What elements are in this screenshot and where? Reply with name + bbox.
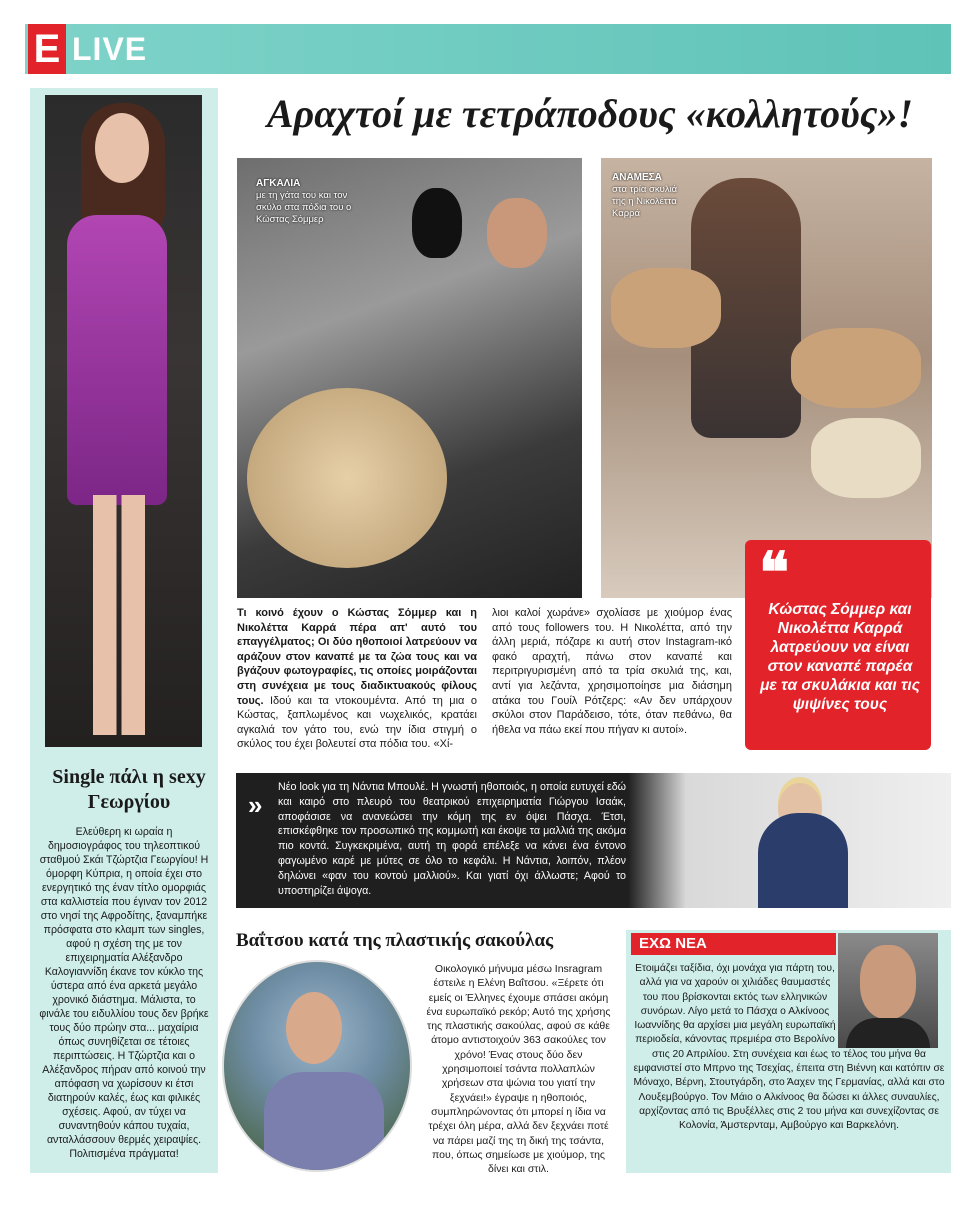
sommer-caption-text: με τη γάτα του και τον σκύλο στα πόδια του ο Κώστας Σόμμερ — [256, 190, 352, 225]
vaitsou-photo — [222, 960, 412, 1172]
magazine-logo: E — [28, 24, 66, 74]
exo-nea-text: Ετοιμάζει ταξίδια, όχι μονάχα για πάρτη του, αλλά για να χαρούν οι χιλιάδες θαυμαστές του που βρίσκονται εκτός των ελληνικών συνόρων. Λίγο μετά το Πάσχα ο Αλκίνοος Ιωαννίδης θα αρχίσει μια μεγάλη ευρωπαϊκή περιοδεία, κάνοντας πρεμιέρα στο Βερολίνο στις 20 Απριλίου. Στη συνέχεια και έως το τέλος του μήνα θα εμφανιστεί στο Μπρνο της Τσεχίας, έπειτα στη Βιέννη και κατόπιν σε Μόναχο, Βέρνη, Στουτγάρδη, στο Άαχεν της Γερμανίας, αλλά και στο Λουξεμβούργο. Τον Μάιο ο Αλκίνοος θα δώσει κι άλλες συναυλίες, αρχίζοντας από τις Βρυξέλλες στις 2 του μήνα και συνεχίζοντας σε Κολονία, Άμστερνταμ, Αμβούργο και Βαρκελόνη. — [633, 963, 945, 1132]
face-shape — [95, 113, 149, 183]
legs-shape — [93, 495, 145, 735]
georgiou-heading: Single πάλι η sexy Γεωργίου — [52, 766, 206, 813]
article-body-1: Ιδού και τα ντοκουμέντα. Από τη μια ο Κώστας, ξαπλωμένος και νωχελικός, κρατάει αγκαλιά τον γάτο του, ενώ την ίδια στιγμή ο σκύλος του έχει βολευτεί στα πόδια του. «Χί- — [237, 694, 477, 751]
dog-shape-3 — [811, 418, 921, 498]
face-shape — [286, 992, 342, 1064]
section-header-bar — [25, 24, 951, 74]
bouli-photo — [628, 773, 951, 908]
karra-caption-text: στα τρία σκυλιά της η Νικολέττα Καρρά — [612, 184, 678, 219]
man-face-shape — [487, 198, 547, 268]
georgiou-photo — [45, 95, 202, 747]
pull-quote-text: Κώστας Σόμμερ και Νικολέττα Καρρά λατρεύουν να είναι στον καναπέ παρέα με τα σκυλάκια και τις ψιψίνες τους — [760, 601, 920, 713]
bouli-text: Νέο look για τη Νάντια Μπουλέ. Η γνωστή ηθοποιός, η οποία ευτυχεί εδώ και καιρό στο πλευρό του θεατρικού επιχειρηματία Γιώργου Ισαάκ, αποφάσισε να ανανεώσει την κόμη της εν όψει Πάσχα. Έτσι, επισκέφθηκε τον προσωπικό της κομμωτή και έκοψε τα μαλλιά της ακόμα πιο κοντά. Συγκεκριμένα, αυτή τη φορά επέλεξε να κάνει ένα έντονο φαγωμένο καρέ με μύτες σε όλο το κεφάλι. Η Νάντια, λοιπόν, πλέον δηλώνει «φαν του κοντού μαλλιού». Και γιατί όχι άλλωστε; Αφού το υποστηρίζει άψογα. — [278, 781, 626, 897]
dog-shape-1 — [611, 268, 721, 348]
main-headline: Αραχτοί με τετράποδους «κολλητούς»! — [266, 91, 914, 136]
article-column-1 — [237, 606, 477, 752]
karra-photo — [601, 158, 932, 605]
dog-shape-2 — [791, 328, 921, 408]
georgiou-article: Ελεύθερη κι ωραία η δημοσιογράφος του τηλεοπτικού σταθμού Σκάι Τζώρτζια Γεωργίου! Η όμορφη Κύπρια, η οποία έχει στο ενεργητικό της έναν τίτλο ομορφιάς στα καλλιστεία που έγιναν τον 2012 στο νησί της Αφροδίτης, ξαναμπήκε πρόσφατα στο κλαμπ των singles, αφού η σχέση της με τον επιχειρηματία Αλέξανδρο Καλογιαννίδη έκανε τον κύκλο της ύστερα από ένα αρκετά μεγάλο χρονικό διάστημα. Μάλιστα, το φινάλε του ειδυλλίου τους δεν βρήκε τους δύο πρώην στα... μαχαίρια όπως συνηθίζεται σε τέτοιες περιπτώσεις. Η Τζώρτζια και ο Αλέξανδρος πήραν από κοινού την απόφαση να χωρίσουν κι έτσι διατηρούν καλές, έως και φιλικές σχέσεις. Αφού, αν τύχει να συναντηθούν κάπου τυχαία, ανταλλάσσουν θερμές χειραψίες. Πολιτισμένα πράγματα! — [39, 826, 209, 1160]
black-cat-shape — [412, 188, 462, 258]
fluffy-dog-shape — [247, 388, 447, 568]
karra-caption — [612, 172, 687, 220]
article-lead: Τι κοινό έχουν ο Κώστας Σόμμερ και η Νικολέττα Καρρά πέρα απ' αυτό του επαγγέλματος; Οι δύο ηθοποιοί λατρεύουν να αράζουν στον καναπέ με τα ζώα τους και να βγάζουν φωτογραφίες, τις οποίες μοιράζονται στη συνέχεια με τους διαδικτυακούς φίλους τους. — [237, 607, 477, 707]
section-title: LIVE — [72, 31, 148, 67]
pull-quote-box — [745, 540, 931, 750]
karra-caption-tag: ΑΝΑΜΕΣΑ — [612, 172, 662, 183]
sommer-caption-tag: ΑΓΚΑΛΙΑ — [256, 178, 301, 189]
hoodie-shape — [264, 1072, 384, 1172]
purple-dress-shape — [67, 215, 167, 505]
article-column-2: λιοι καλοί χωράνε» σχολίασε με χιούμορ ένας από τους followers του. Η Νικολέττα, από την άλλη μεριά, πόζαρε κι αυτή στον Instagram-ικό φακό αραχτή, πάνω στον καναπέ και περιτριγυρισμένη από τα τρία σκυλιά της, και, αντί για λεζάντα, χρησιμοποίησε μια διάσημη ατάκα του Γουίλ Ρότζερς: «Αν δεν υπάρχουν σκύλοι στον Παράδεισο, τότε, όταν πεθάνω, θα ήθελα να πάω εκεί που πήγαν κι αυτοί». — [492, 607, 732, 736]
band-arrow-icon: » — [248, 790, 263, 820]
exo-nea-label: ΕΧΩ ΝΕΑ — [631, 933, 836, 955]
vaitsou-article: Οικολογικό μήνυμα μέσω Insragram έστειλε η Ελένη Βαΐτσου. «Ξέρετε ότι εμείς οι Έλληνες έχουμε σπάσει ακόμη ένα ευρωπαϊκό ρεκόρ; Αυτό της χρήσης της πλαστικής σακούλας, αφού σε κάθε άτομο αντιστοιχούν 363 σακούλες τον χρόνο! Ένας στους δύο δεν χρησιμοποιεί τσάντα πολλαπλών χρήσεων στα ψώνια του γιατί την ξεχνάει!» έγραψε η ηθοποιός, συμπληρώνοντας ότι μπορεί η ίδια να τρέχει όλη μέρα, αλλά δεν ξεχνάει ποτέ να πάρει μαζί της τη δική της τσάντα, που, όπως σημείωσε με χιούμορ, της δίνει και στιλ. — [426, 963, 611, 1176]
quote-mark-icon: ❝ — [759, 543, 790, 605]
vaitsou-heading: Βαΐτσου κατά της πλαστικής σακούλας — [236, 930, 554, 951]
text-wrap-spacer — [838, 962, 946, 1046]
sommer-caption — [256, 178, 366, 226]
jacket-shape — [758, 813, 848, 908]
